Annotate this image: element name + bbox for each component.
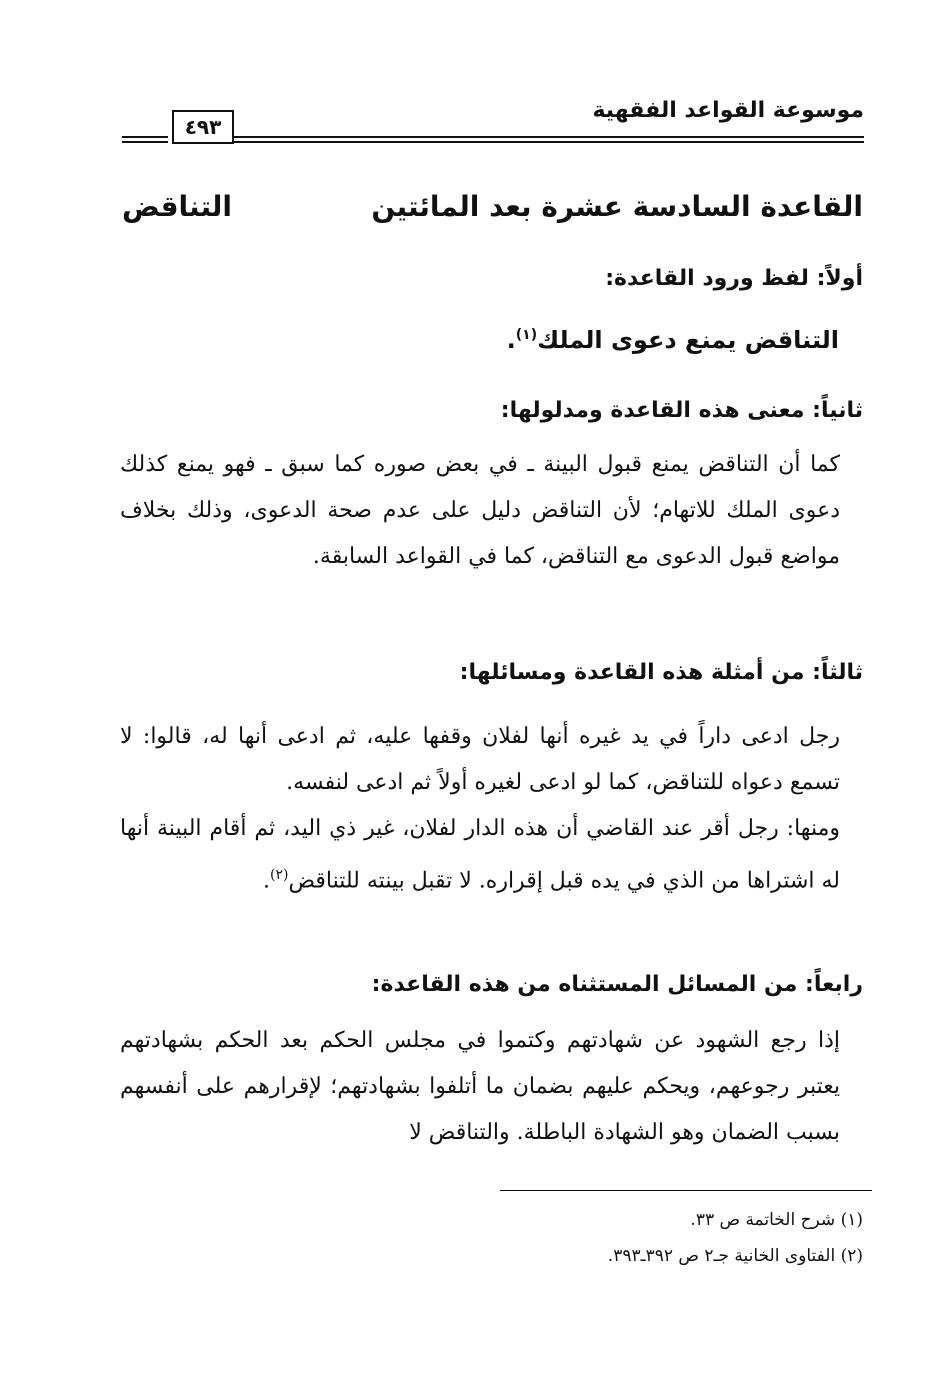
header-rule-left [122,136,168,143]
footnote-2: (٢) الفتاوى الخانية جـ٢ ص ٣٩٢ـ٣٩٣. [607,1246,863,1266]
example-2-end: . [262,868,270,894]
example-2 [120,806,840,904]
exceptions-text: إذا رجع الشهود عن شهادتهم وكتموا في مجلس الحكم بعد الحكم بشهادتهم يعتبر رجوعهم، ويحكم عليهم بضمان ما أتلفوا بشهادتهم؛ لإقرارهم على أنفسهم بسبب الضمان وهو الشهادة الباطلة. والتناقض لا [120,1028,840,1145]
section-heading-second: ثانياً: معنى هذه القاعدة ومدلولها: [500,398,863,423]
section-heading-third: ثالثاً: من أمثلة هذه القاعدة ومسائلها: [459,660,863,685]
paragraph-exceptions [120,1018,840,1156]
paragraph-meaning [120,442,840,580]
book-title: موسوعة القواعد الفقهية [592,98,864,123]
meaning-text: كما أن التناقض يمنع قبول البينة ـ في بعض صوره كما سبق ـ فهو يمنع كذلك دعوى الملك للاتهام؛ لأن التناقض دليل على عدم صحة الدعوى، وذلك بخلاف مواضع قبول الدعوى مع التناقض، كما في القواعد السابقة. [120,452,840,569]
paragraph-examples [120,714,840,904]
example-1: رجل ادعى داراً في يد غيره أنها لفلان وقفها عليه، ثم ادعى أنها له، قالوا: لا تسمع دعواه للتناقض، كما لو ادعى لغيره أولاً ثم ادعى لنفسه. [120,724,840,795]
header-rule [232,136,864,143]
footnote-separator [500,1190,872,1191]
example-2-text: ومنها: رجل أقر عند القاضي أن هذه الدار لفلان، غير ذي اليد، ثم أقام البينة أنها له اشتراها من الذي في يده قبل إقراره. لا تقبل بينته للتناقض [120,816,840,894]
rule-name: التناقض [122,190,233,223]
rule-wording [507,326,839,354]
rule-wording-end: . [506,326,516,354]
rule-wording-text: التناقض يمنع دعوى الملك [537,326,839,354]
footnote-1: (١) شرح الخاتمة ص ٣٣. [690,1210,863,1230]
section-heading-first: أولاً: لفظ ورود القاعدة: [605,266,863,291]
footnote-ref-2: (٢) [269,867,289,883]
running-header [122,96,864,148]
section-heading-fourth: رابعاً: من المسائل المستثناه من هذه القاعدة: [371,972,863,997]
footnote-ref-1: (١) [515,327,538,343]
page-number: ٤٩٣ [172,110,234,144]
rule-title: القاعدة السادسة عشرة بعد المائتين [371,190,863,223]
